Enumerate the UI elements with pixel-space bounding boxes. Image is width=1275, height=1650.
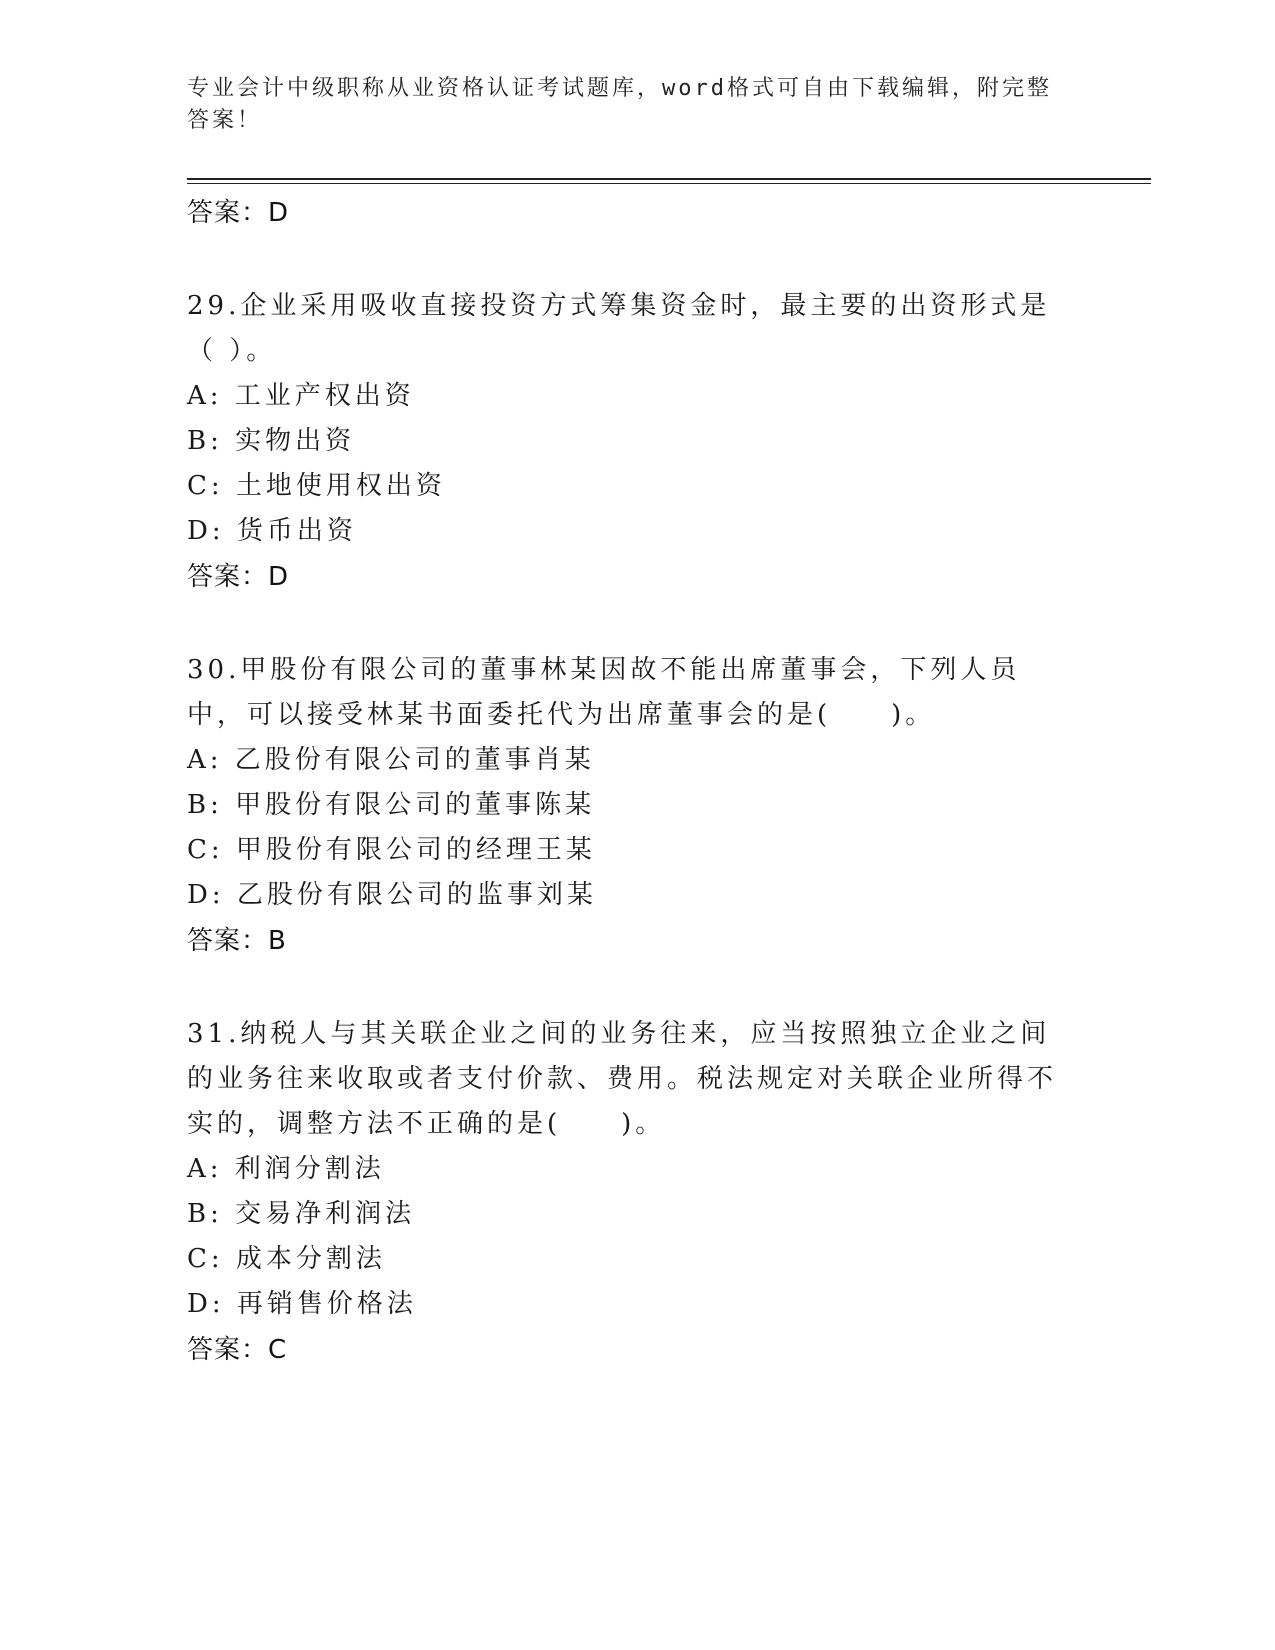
question-stem: 30.甲股份有限公司的董事林某因故不能出席董事会，下列人员中，可以接受林某书面委托代为出席董事会的是( )。 (187, 655, 1021, 730)
option-a: A: 工业产权出资 (187, 381, 415, 411)
header-rule-thin (187, 183, 1151, 184)
option-a: A: 乙股份有限公司的董事肖某 (187, 745, 595, 775)
answer-line: 答案：D (187, 562, 290, 592)
option-c: C: 土地使用权出资 (187, 471, 446, 501)
answer-line: 答案：B (187, 926, 287, 956)
question-block (187, 284, 1067, 600)
question-stem: 29.企业采用吸收直接投资方式筹集资金时，最主要的出资形式是（ ）。 (187, 291, 1051, 366)
option-d: D: 货币出资 (187, 516, 357, 546)
header-rule (187, 178, 1151, 180)
option-b: B: 交易净利润法 (187, 1199, 416, 1229)
answer-line: 答案：D (187, 198, 290, 228)
question-block (187, 648, 1067, 964)
option-a: A: 利润分割法 (187, 1154, 385, 1184)
option-d: D: 再销售价格法 (187, 1289, 417, 1319)
question-list (187, 186, 1067, 1373)
option-c: C: 成本分割法 (187, 1244, 386, 1274)
question-stem: 31.纳税人与其关联企业之间的业务往来，应当按照独立企业之间的业务往来收取或者支付价款、费用。税法规定对关联企业所得不实的，调整方法不正确的是( )。 (187, 1019, 1058, 1139)
answer-line: 答案：C (187, 1335, 288, 1365)
option-b: B: 实物出资 (187, 426, 356, 456)
option-c: C: 甲股份有限公司的经理王某 (187, 835, 596, 865)
page-header: 专业会计中级职称从业资格认证考试题库，word格式可自由下载编辑，附完整答案！ (187, 76, 1052, 133)
option-d: D: 乙股份有限公司的监事刘某 (187, 880, 597, 910)
question-block (187, 1012, 1067, 1373)
option-b: B: 甲股份有限公司的董事陈某 (187, 790, 596, 820)
